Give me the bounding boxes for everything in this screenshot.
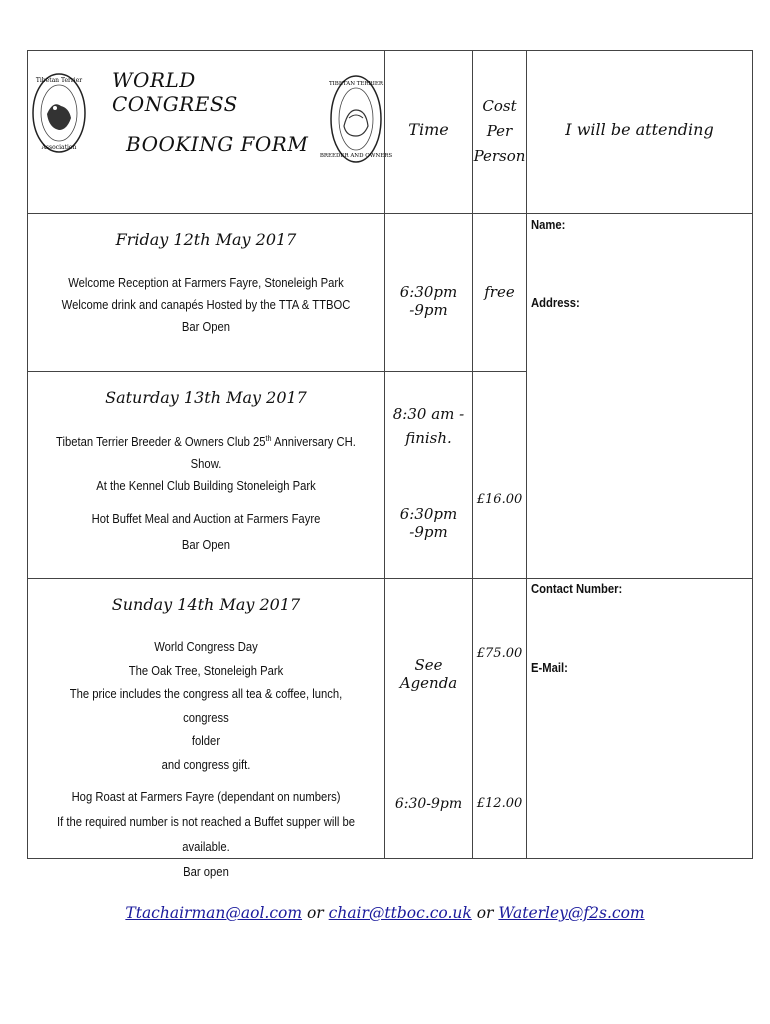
page-title-line2: BOOKING FORM <box>126 132 309 156</box>
logo-right <box>319 74 393 164</box>
ttboc-logo-icon <box>319 74 393 164</box>
time-line: 8:30 am - <box>392 405 465 423</box>
separator-or: or <box>302 904 329 922</box>
detail-line: Bar Open <box>181 538 231 552</box>
detail-line: The price includes the congress all tea & coffee, lunch, congress <box>69 687 343 725</box>
detail-text: Tibetan Terrier Breeder & Owners Club 25 <box>56 435 266 450</box>
svg-text:TIBETAN TERRIER: TIBETAN TERRIER <box>328 81 384 87</box>
svg-text:BREEDER AND OWNERS: BREEDER AND OWNERS <box>319 153 393 159</box>
email-field-label[interactable]: E-Mail: <box>531 661 568 675</box>
day-sunday-date: Sunday 14th May 2017 <box>111 595 301 614</box>
day-saturday-time-a <box>385 402 472 450</box>
logo-left <box>31 72 87 154</box>
page-title-line1: WORLD CONGRESS <box>112 68 238 116</box>
contact-number-field-label[interactable]: Contact Number: <box>531 582 623 596</box>
detail-line: Bar open <box>183 865 229 879</box>
email-link-ttachairman[interactable]: Ttachairman@aol.com <box>125 904 303 922</box>
day-saturday-cost: £16.00 <box>476 492 523 507</box>
day-sunday-time-a: See Agenda <box>399 656 458 692</box>
time-line: finish. <box>405 429 452 447</box>
detail-line: Hot Buffet Meal and Auction at Farmers Fayre <box>91 512 321 526</box>
detail-line: Hog Roast at Farmers Fayre (dependant on numbers) <box>71 790 341 804</box>
day-saturday-date: Saturday 13th May 2017 <box>105 388 307 407</box>
day-friday-time: 6:30pm -9pm <box>399 283 458 319</box>
day-friday-date: Friday 12th May 2017 <box>115 230 297 249</box>
day-sunday-details-b <box>40 785 371 885</box>
cost-header-line: Person <box>473 147 526 165</box>
address-field-label[interactable]: Address: <box>531 296 580 310</box>
detail-line: The Oak Tree, Stoneleigh Park <box>128 663 284 678</box>
column-header-attending: I will be attending <box>565 120 714 139</box>
detail-text: Anniversary CH. Show. <box>190 435 356 472</box>
ordinal-suffix: th <box>265 434 272 443</box>
day-friday-cost: free <box>484 283 515 301</box>
day-friday-details <box>46 272 366 338</box>
day-saturday-details-a <box>46 428 366 497</box>
email-link-waterley[interactable]: Waterley@f2s.com <box>498 904 645 922</box>
svg-text:Association: Association <box>41 144 77 151</box>
column-header-time: Time <box>408 120 449 139</box>
detail-line: Welcome drink and canapés Hosted by the TTA & TTBOC <box>61 298 351 312</box>
day-saturday-time-b: 6:30pm -9pm <box>399 505 458 541</box>
tta-logo-icon <box>31 72 87 154</box>
detail-line: World Congress Day <box>154 640 258 654</box>
detail-line: Bar Open <box>181 320 231 334</box>
detail-line: At the Kennel Club Building Stoneleigh Park <box>96 479 316 494</box>
column-header-cost <box>473 94 526 169</box>
detail-line: If the required number is not reached a Buffet supper will be available. <box>56 815 356 854</box>
detail-line: folder <box>191 734 221 748</box>
detail-line: Welcome Reception at Farmers Fayre, Stoneleigh Park <box>68 276 344 290</box>
contact-emails <box>0 904 770 922</box>
detail-line <box>46 428 366 475</box>
svg-text:Tibetan Terrier: Tibetan Terrier <box>35 77 83 84</box>
cost-header-line: Per <box>486 122 513 140</box>
separator-or: or <box>471 904 499 922</box>
detail-line: and congress gift. <box>161 757 251 772</box>
name-field-label[interactable]: Name: <box>531 218 566 232</box>
day-sunday-time-b: 6:30-9pm <box>394 796 463 812</box>
day-sunday-cost-a: £75.00 <box>476 646 523 661</box>
cost-header-line: Cost <box>482 97 517 115</box>
day-sunday-details-a <box>46 636 366 777</box>
email-link-ttboc[interactable]: chair@ttboc.co.uk <box>328 904 472 922</box>
day-sunday-cost-b: £12.00 <box>476 796 523 811</box>
day-saturday-details-b <box>46 506 366 558</box>
